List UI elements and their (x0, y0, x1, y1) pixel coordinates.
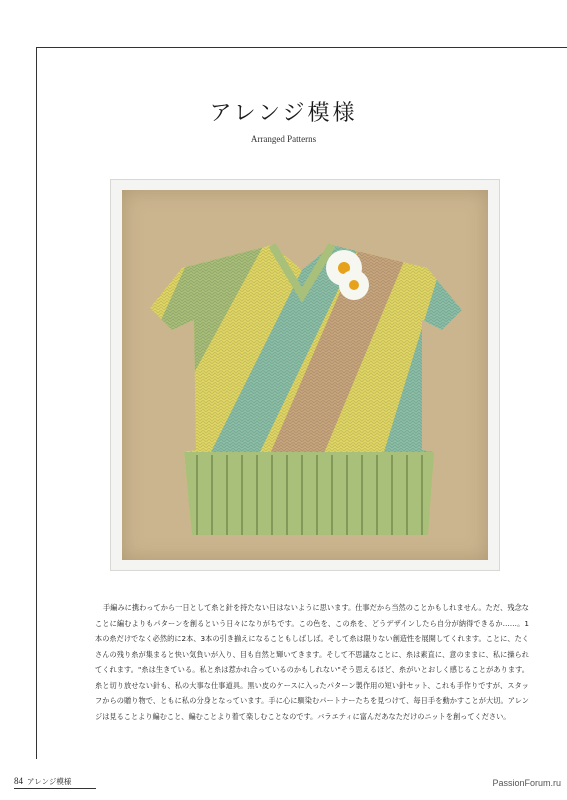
section-name: アレンジ模様 (27, 777, 72, 786)
frame-left-rule (36, 47, 37, 759)
body-paragraph: 手編みに携わってから一日として糸と針を持たない日はないように思います。仕事だから当然のことかもしれません。ただ、残念なことに編むよりもパターンを創るという日々になりがちです。この色を、この糸を、どうデザインしたら自分が納得できるか……。1本の糸だけでなく必然的に2本、3本の引き揃えになることもしばしば。そして糸は限りない創造性を展開してくれます。ことに、たくさんの残り糸が集まると快い気負いが入り、目も自然と輝いてきます。そして不思議なことに、糸は素直に、意のままに、私に操られてくれます。"糸は生きている。私と糸は惹かれ合っているのかもしれない"そう思えるほど、糸がいとおしく感じることがあります。糸と切り放せない針も、私の大事な仕事道具。黒い皮のケースに入ったパターン製作用の短い針セット、これも手作りですが、スタッフからの贈り物で、ともに私の分身となっています。手に心に馴染むパートナーたちを見つけて、毎日手を動かすことが大切。アレンジは見ることより編むこと、編むことより着て楽しむことなのです。バラエティに富んだあなただけのニットを創ってください。 (95, 603, 529, 721)
page-folio (14, 776, 71, 787)
sweater-illustration (122, 190, 488, 560)
page-subtitle: Arranged Patterns (250, 134, 317, 144)
frame-top-rule (36, 47, 567, 48)
folio-rule (14, 788, 96, 789)
page-title: アレンジ模様 (209, 101, 358, 126)
page-number: 84 (14, 776, 23, 786)
sweater-photo (122, 190, 488, 560)
watermark: PassionForum.ru (492, 778, 561, 788)
